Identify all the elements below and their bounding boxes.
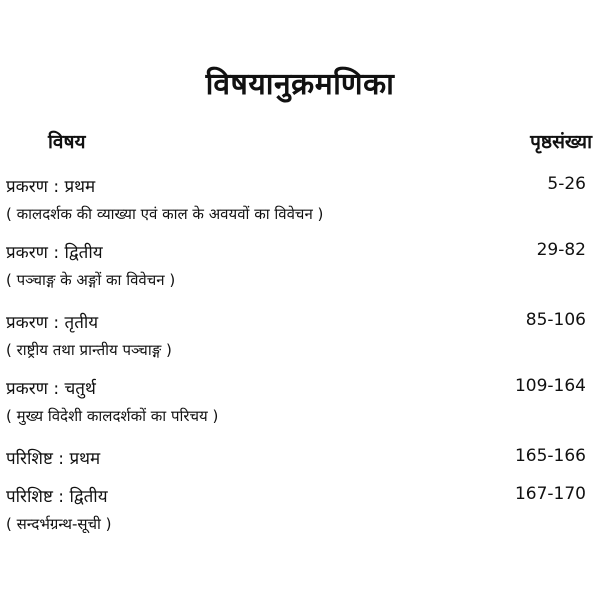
entry-title: प्रकरण : द्वितीय (6, 243, 103, 263)
entry-subtitle: ( कालदर्शक की व्याख्या एवं काल के अवयवों का विवेचन ) (6, 205, 324, 223)
entry-pages: 167-170 (514, 484, 586, 504)
entry-subtitle: ( पञ्चाङ्ग के अङ्गों का विवेचन ) (6, 271, 176, 289)
entry-pages: 109-164 (514, 376, 586, 396)
entry-pages: 165-166 (514, 446, 586, 466)
page-number-column-header: पृष्ठसंख्या (530, 131, 592, 153)
entry-subtitle: ( मुख्य विदेशी कालदर्शकों का परिचय ) (6, 407, 219, 425)
entry-title: प्रकरण : प्रथम (6, 177, 96, 197)
subject-column-header: विषय (48, 131, 86, 153)
entry-title: परिशिष्ट : प्रथम (6, 449, 101, 469)
entry-subtitle: ( राष्ट्रीय तथा प्रान्तीय पञ्चाङ्ग ) (6, 341, 172, 359)
page-title: विषयानुक्रमणिका (205, 67, 395, 102)
entry-pages: 29-82 (536, 240, 586, 260)
entry-title: परिशिष्ट : द्वितीय (6, 487, 108, 507)
entry-pages: 85-106 (525, 310, 586, 330)
entry-title: प्रकरण : चतुर्थ (6, 379, 96, 399)
entry-title: प्रकरण : तृतीय (6, 313, 99, 333)
entry-pages: 5-26 (547, 174, 586, 194)
entry-subtitle: ( सन्दर्भग्रन्थ-सूची ) (6, 515, 112, 533)
